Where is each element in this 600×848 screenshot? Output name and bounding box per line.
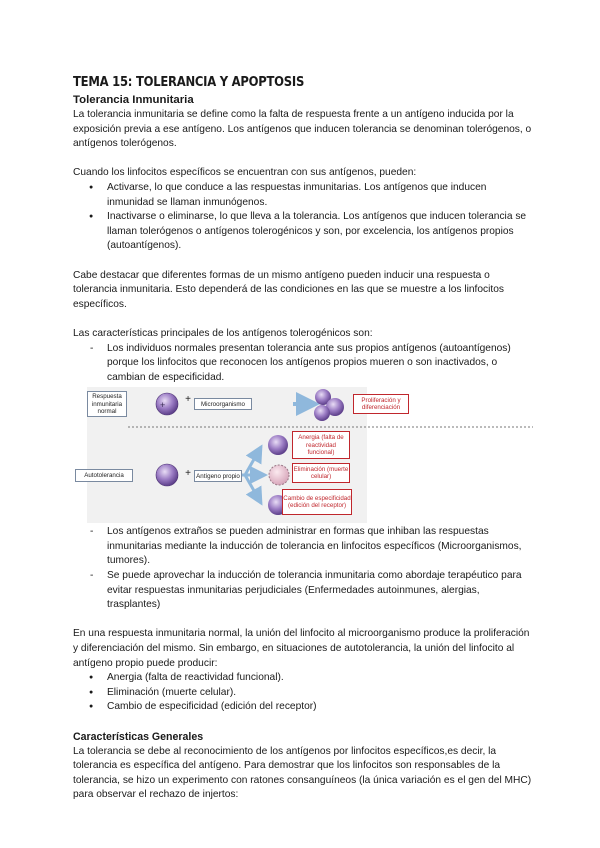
- document-page: [73, 72, 533, 803]
- lymphocyte-cell-bottom: [156, 464, 178, 486]
- label-microorganismo: Microorganismo: [194, 398, 252, 410]
- dash-list-2: [73, 525, 533, 613]
- tolerance-diagram: [73, 387, 533, 523]
- intro-paragraph: La tolerancia inmunitaria se define como la falta de respuesta frente a un antígeno inducida por la exposición previa a ese antígeno. Los antígenos que inducen tolerancia se denominan tolerógenos, o antígenos tolerógenos.: [73, 109, 532, 150]
- list-item: - Los individuos normales presentan tolerancia ante sus propios antígenos (autoantígenos) porque los linfocitos que reconocen los antígenos propios mueren o son inactivados, o cambian de especificidad.: [73, 342, 533, 386]
- diagram-plus-top: +: [160, 400, 166, 411]
- list-item: ● Eliminación (muerte celular).: [73, 686, 533, 701]
- section-heading-tolerancia: Tolerancia Inmunitaria: [73, 94, 194, 106]
- note-paragraph: Cabe destacar que diferentes formas de un mismo antígeno pueden inducir una respuesta o tolerancia inmunitaria. Esto dependerá de las condiciones en las que se muestre a los linfocitos específicos.: [73, 269, 504, 310]
- list-item: ● Activarse, lo que conduce a las respuestas inmunitarias. Los antígenos que inducen inmunidad se llaman inmunógenos.: [73, 181, 533, 210]
- lead-paragraph: Cuando los linfocitos específicos se encuentran con sus antígenos, pueden:: [73, 167, 417, 179]
- label-respuesta-normal: Respuesta inmunitaria normal: [87, 391, 127, 417]
- label-autotolerancia: Autotolerancia: [75, 469, 133, 482]
- list-item: - Los antígenos extraños se pueden administrar en formas que inhiban las respuestas inmunitarias mediante la inducción de tolerancia en linfocitos específicos (Microorganismos, tumores).: [73, 525, 533, 569]
- dying-cell: [269, 465, 289, 485]
- list-item: ● Inactivarse o eliminarse, lo que lleva a la tolerancia. Los antígenos que inducen tolerancia se llaman tolerógenos o antígenos tolerogénicos y son, por excelencia, los antígenos propios (autoantígenos).: [73, 210, 533, 254]
- characteristics-lead: Las características principales de los antígenos tolerogénicos son:: [73, 327, 373, 339]
- outcome-anergia: Anergia (falta de reactividad funcional): [292, 431, 350, 459]
- outcome-proliferacion: Proliferación y diferenciación: [353, 394, 409, 414]
- list-item: ● Anergia (falta de reactividad funcional).: [73, 671, 533, 686]
- plus-sign-top: +: [185, 394, 191, 406]
- general-paragraph: La tolerancia se debe al reconocimiento de los antígenos por linfocitos específicos,es decir, la tolerancia es específica del antígeno. Para demostrar que los linfocitos son responsables de la tolerancia, se hizo un experimento con ratones consanguíneos (la única variación es el gen del MHC) para observar el rechazo de injertos:: [73, 745, 532, 801]
- autotolerance-paragraph: En una respuesta inmunitaria normal, la unión del linfocito al microorganismo produce la proliferación y diferenciación del mismo. Sin embargo, en situaciones de autotolerancia, la unión del linfocito al antígeno propio puede producir:: [73, 628, 530, 669]
- bullet-list-outcomes: [73, 181, 533, 254]
- outcome-eliminacion: Eliminación (muerte celular): [292, 463, 350, 483]
- anergic-cell: [268, 435, 288, 455]
- dash-list-1: [73, 342, 533, 386]
- list-item: - Se puede aprovechar la inducción de tolerancia inmunitaria como abordaje terapéutico para evitar respuestas inmunitarias perjudiciales (Enfermedades autoinmunes, alergias, trasplantes): [73, 569, 533, 613]
- list-item: ● Cambio de especificidad (edición del receptor): [73, 700, 533, 715]
- section-heading-caracteristicas: Características Generales: [73, 730, 204, 743]
- proliferated-cell: [314, 405, 330, 421]
- label-antigeno-propio: Antígeno propio: [194, 470, 242, 482]
- bullet-list-autotolerance: [73, 671, 533, 715]
- outcome-cambio: Cambio de especificidad (edición del receptor): [282, 489, 352, 515]
- page-title: TEMA 15: TOLERANCIA Y APOPTOSIS: [73, 74, 305, 90]
- plus-sign-bottom: +: [185, 468, 191, 480]
